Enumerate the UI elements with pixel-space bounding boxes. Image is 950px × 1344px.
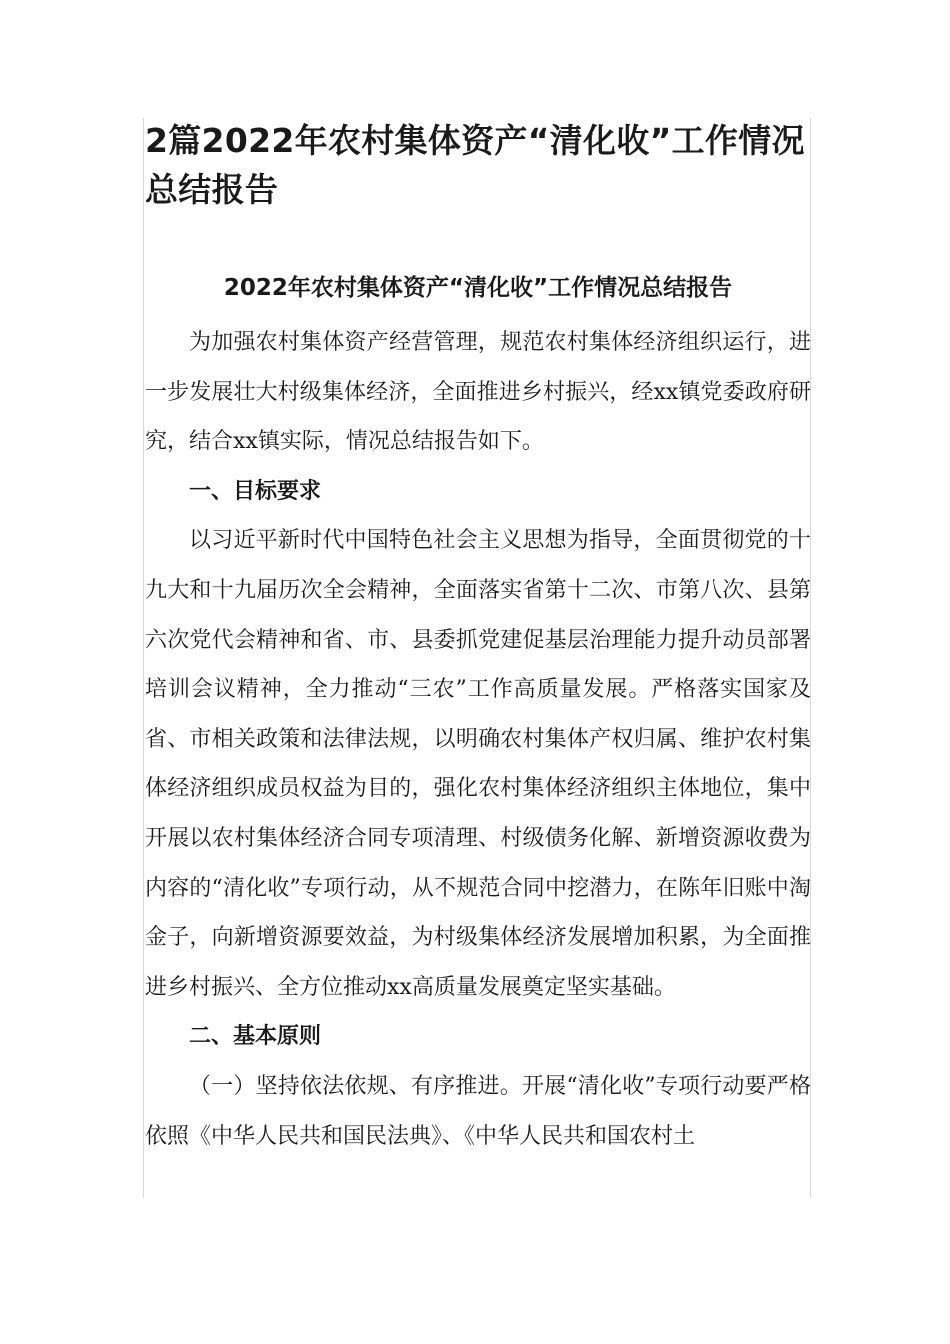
goals-paragraph: 以习近平新时代中国特色社会主义思想为指导，全面贯彻党的十九大和十九届历次全会精神，全面落实省第十二次、市第八次、县第六次党代会精神和省、市、县委抓党建促基层治理能力提升动员部署培训会议精神，全力推动“三农”工作高质量发展。严格落实国家及省、市相关政策和法律法规，以明确农村集体产权归属、维护农村集体经济组织成员权益为目的，强化农村集体经济组织主体地位，集中开展以农村集体经济合同专项清理、村级债务化解、新增资源收费为内容的“清化收”专项行动，从不规范合同中挖潜力，在陈年旧账中淘金子，向新增资源要效益，为村级集体经济发展增加积累，为全面推进乡村振兴、全方位推动xx高质量发展奠定坚实基础。 <box>145 528 811 1000</box>
principle-item-1: （一）坚持依法依规、有序推进。开展“清化收”专项行动要严格依照《中华人民共和国民法典》、《中华人民共和国农村土 <box>145 1073 811 1149</box>
report-subtitle: 2022年农村集体资产“清化收”工作情况总结报告 <box>223 275 733 301</box>
section-heading-principles: 二、基本原则 <box>189 1024 322 1050</box>
document-title: 2篇2022年农村集体资产“清化收”工作情况总结报告 <box>145 121 805 209</box>
document-body <box>145 318 811 1161</box>
intro-paragraph: 为加强农村集体资产经营管理，规范农村集体经济组织运行，进一步发展壮大村级集体经济，全面推进乡村振兴，经xx镇党委政府研究，结合xx镇实际，情况总结报告如下。 <box>145 330 811 455</box>
section-heading-goals: 一、目标要求 <box>189 478 322 504</box>
